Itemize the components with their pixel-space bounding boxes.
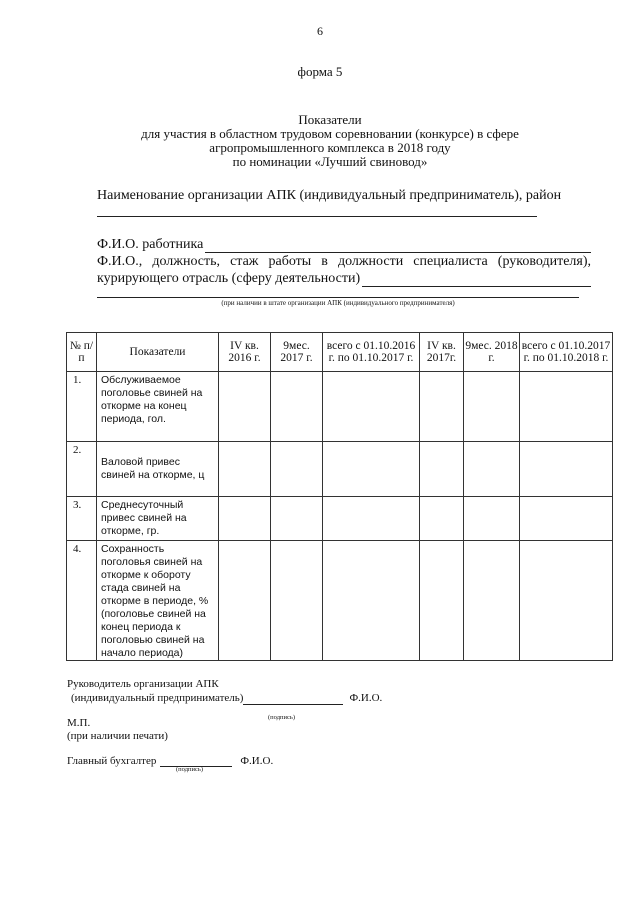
- table-row: [67, 497, 613, 541]
- staff-note: (при наличии в штате организации АПК (индивидуального предпринимателя): [221, 299, 455, 307]
- table-row: [67, 442, 613, 497]
- specialist-line-end: курирующего отрасль (сферу деятельности): [97, 271, 361, 286]
- value-cell[interactable]: [420, 541, 464, 661]
- row-indicator: Среднесуточный привес свиней на откорме, гр.: [97, 497, 219, 541]
- row-number: 4.: [67, 541, 97, 661]
- title-line-2: для участия в областном трудовом соревновании (конкурсе) в сфере: [141, 126, 519, 141]
- stamp-note: (при наличии печати): [67, 730, 168, 742]
- header-total-2017: всего с 01.10.2016 г. по 01.10.2017 г.: [323, 333, 420, 372]
- value-cell[interactable]: [323, 541, 420, 661]
- header-q4-2016: IV кв. 2016 г.: [219, 333, 271, 372]
- form-label: форма 5: [297, 64, 343, 79]
- employee-fio-label: Ф.И.О. работника: [97, 237, 204, 252]
- specialist-fill-line: [362, 274, 591, 287]
- value-cell[interactable]: [420, 497, 464, 541]
- value-cell[interactable]: [219, 541, 271, 661]
- value-cell[interactable]: [323, 372, 420, 442]
- head-fio: Ф.И.О.: [349, 692, 383, 704]
- value-cell[interactable]: [464, 442, 520, 497]
- value-cell[interactable]: [520, 541, 613, 661]
- stamp-block: [67, 717, 168, 743]
- row-number: 2.: [67, 442, 97, 497]
- head-title: Руководитель организации АПК: [67, 678, 219, 690]
- header-number: № п/п: [67, 333, 97, 372]
- value-cell[interactable]: [520, 442, 613, 497]
- value-cell[interactable]: [464, 541, 520, 661]
- value-cell[interactable]: [464, 372, 520, 442]
- header-q4-2017: IV кв. 2017г.: [420, 333, 464, 372]
- value-cell[interactable]: [464, 497, 520, 541]
- value-cell[interactable]: [219, 497, 271, 541]
- row-number: 1.: [67, 372, 97, 442]
- page-number: 6: [317, 24, 323, 38]
- head-signature-line: [243, 693, 343, 705]
- indicators-table: [66, 332, 613, 661]
- accountant-signature-block: [67, 755, 273, 767]
- staff-fill-line: [97, 297, 579, 298]
- value-cell[interactable]: [420, 372, 464, 442]
- value-cell[interactable]: [271, 497, 323, 541]
- value-cell[interactable]: [520, 372, 613, 442]
- value-cell[interactable]: [271, 442, 323, 497]
- organization-fill-line: [97, 216, 537, 217]
- title-line-4: по номинации «Лучший свиновод»: [232, 154, 428, 169]
- organization-label: Наименование организации АПК (индивидуальный предприниматель), район: [97, 188, 562, 203]
- value-cell[interactable]: [271, 372, 323, 442]
- row-indicator: Обслуживаемое поголовье свиней на откорме на конец периода, гол.: [97, 372, 219, 442]
- head-signature-block: [67, 677, 382, 705]
- value-cell[interactable]: [520, 497, 613, 541]
- stamp-label: М.П.: [67, 717, 91, 729]
- head-subtitle: (индивидуальный предприниматель): [71, 692, 244, 704]
- accountant-signature-note: (подпись): [176, 766, 203, 773]
- value-cell[interactable]: [420, 442, 464, 497]
- accountant-fio: Ф.И.О.: [240, 755, 274, 767]
- head-signature-note: (подпись): [268, 714, 295, 721]
- employee-fio-fill-line: [205, 240, 591, 253]
- row-indicator: Сохранность поголовья свиней на откорме к обороту стада свиней на откорме в периоде, % (поголовье свиней на конец периода к поголовью свиней на начало периода): [97, 541, 219, 661]
- row-number: 3.: [67, 497, 97, 541]
- value-cell[interactable]: [323, 442, 420, 497]
- table-row: [67, 541, 613, 661]
- value-cell[interactable]: [219, 372, 271, 442]
- header-indicators: Показатели: [97, 333, 219, 372]
- accountant-label: Главный бухгалтер: [67, 755, 157, 767]
- title-line-1: Показатели: [298, 112, 362, 127]
- header-total-2018: всего с 01.10.2017 г. по 01.10.2018 г.: [520, 333, 613, 372]
- row-indicator: Валовой привес свиней на откорме, ц: [97, 442, 219, 497]
- employee-section: [97, 236, 591, 287]
- header-9m-2018: 9мес. 2018 г.: [464, 333, 520, 372]
- document-title: [60, 113, 600, 169]
- value-cell[interactable]: [271, 541, 323, 661]
- specialist-line: Ф.И.О., должность, стаж работы в должности специалиста (руководителя),: [97, 254, 591, 269]
- header-9m-2017: 9мес. 2017 г.: [271, 333, 323, 372]
- title-line-3: агропромышленного комплекса в 2018 году: [209, 140, 451, 155]
- value-cell[interactable]: [323, 497, 420, 541]
- table-header-row: [67, 333, 613, 372]
- value-cell[interactable]: [219, 442, 271, 497]
- table-row: [67, 372, 613, 442]
